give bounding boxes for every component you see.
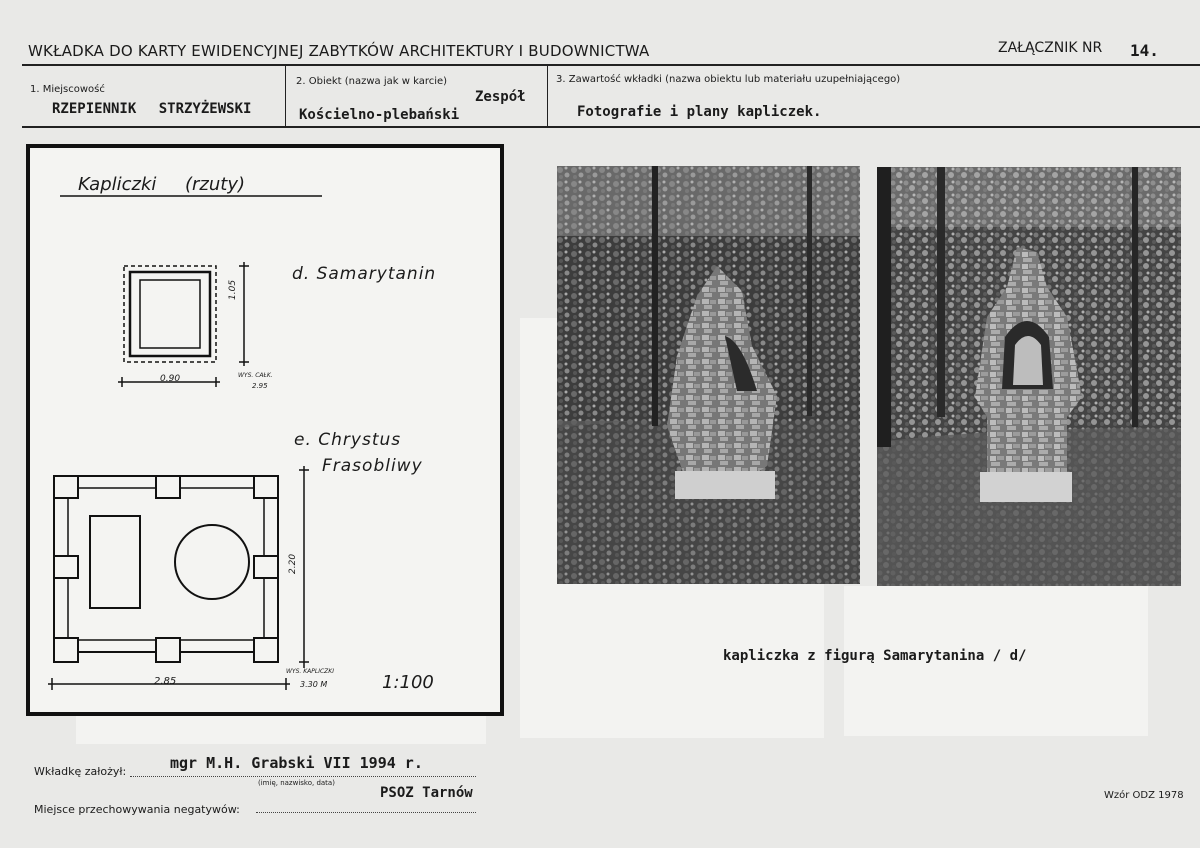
plan-e-table: [90, 516, 140, 608]
field-2-value-line1: Zespół: [475, 89, 526, 105]
field-divider-1: [285, 66, 286, 126]
photo-caption: kapliczka z figurą Samarytanina / d/: [723, 648, 1027, 664]
photo-samarytanin-side-image: [557, 166, 860, 584]
photo-samarytanin-front-image: [877, 167, 1181, 586]
field-3-label: 3. Zawartość wkładki (nazwa obiektu lub materiału uzupełniającego): [556, 74, 901, 85]
author-sub-label: (imię, nazwisko, data): [258, 779, 335, 787]
negatives-label: Miejsce przechowywania negatywów:: [34, 803, 240, 816]
plan-e-label-line1: e. Chrystus: [294, 430, 402, 450]
negatives-value: PSOZ Tarnów: [380, 785, 473, 801]
header-rule-top: [22, 64, 1200, 66]
plan-e-label-line2: Frasobliwy: [322, 456, 423, 476]
attachment-label: ZAŁĄCZNIK NR: [998, 40, 1103, 56]
form-code: Wzór ODZ 1978: [1104, 790, 1184, 801]
author-dotted-line: [130, 776, 476, 777]
plan-d-height-note: WYS. CAŁK.: [238, 372, 273, 379]
header-rule-bottom: [22, 126, 1200, 128]
photo-samarytanin-front: [877, 167, 1181, 586]
plan-e-circle: [175, 525, 249, 599]
plan-d-inner: [140, 280, 200, 348]
attachment-number: 14.: [1130, 41, 1159, 60]
form-title: WKŁADKA DO KARTY EWIDENCYJNEJ ZABYTKÓW ARCHITEKTURY I BUDOWNICTWA: [28, 42, 650, 60]
field-2-label: 2. Obiekt (nazwa jak w karcie): [296, 76, 448, 87]
plan-e-outer: [54, 476, 278, 652]
author-value: mgr M.H. Grabski VII 1994 r.: [170, 754, 423, 772]
plan-drawing-panel: [26, 144, 504, 716]
author-label: Wkładkę założył:: [34, 765, 127, 778]
plan-e-height: 3.30 M: [300, 680, 328, 689]
field-1-value: RZEPIENNIK STRZYŻEWSKI: [52, 101, 252, 117]
plan-d-width: 0.90: [160, 374, 181, 384]
plan-d-wall: [130, 272, 210, 356]
plan-e-height-note: WYS. KAPLICZKI: [286, 668, 334, 675]
field-3-value: Fotografie i plany kapliczek.: [577, 104, 822, 120]
negatives-dotted-line: [256, 812, 476, 813]
photo-samarytanin-side: [557, 166, 860, 584]
plan-e-width: 2.85: [154, 676, 177, 687]
plan-scale: 1:100: [382, 672, 434, 693]
plan-e-inner: [68, 488, 264, 640]
plan-d-height: 2.95: [252, 382, 268, 390]
field-2-value-line2: Kościelno-plebański: [299, 107, 460, 123]
plan-drawing: [30, 148, 500, 712]
drawing-title: Kapliczki (rzuty): [78, 174, 246, 195]
plan-d-label: d. Samarytanin: [292, 264, 437, 284]
plan-e-depth: 2.20: [288, 553, 298, 574]
field-1-label: 1. Miejscowość: [30, 84, 105, 95]
field-divider-2: [547, 66, 548, 126]
plan-d-depth: 1.05: [228, 279, 238, 300]
